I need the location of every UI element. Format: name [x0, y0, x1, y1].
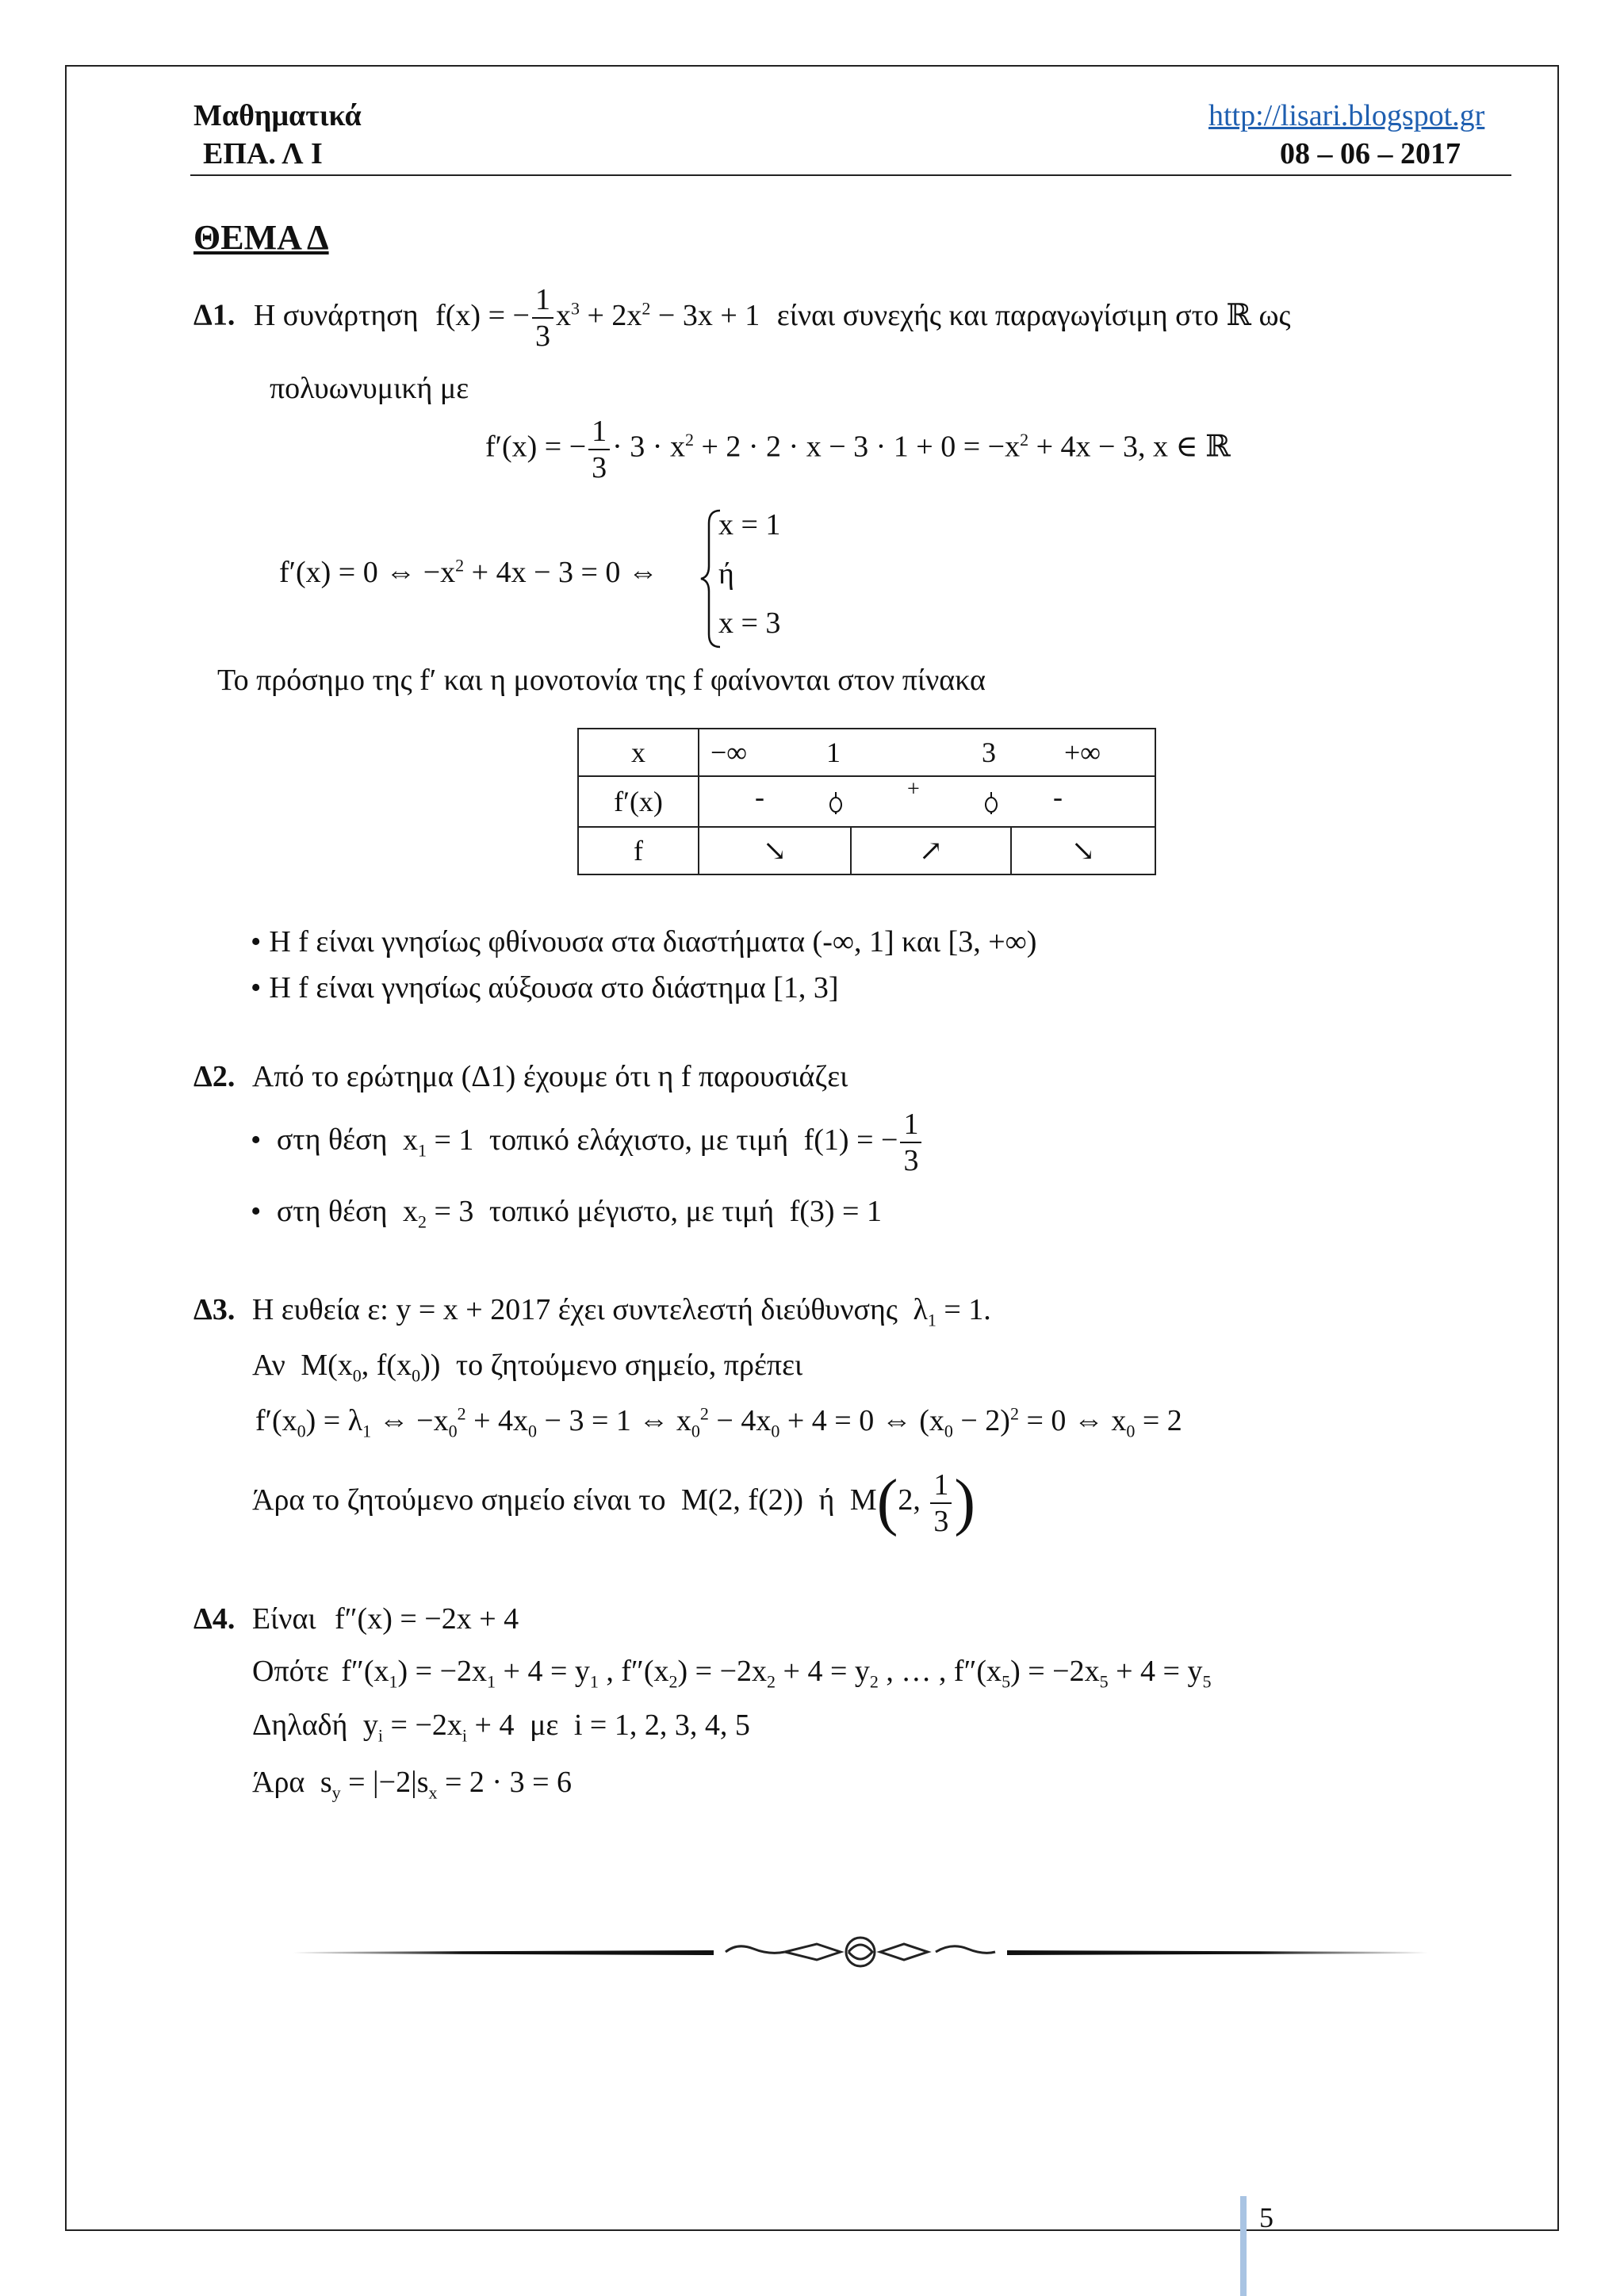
increasing-arrow-icon: ↗	[918, 835, 944, 867]
d4-l3-with: με	[529, 1709, 559, 1742]
d1-label: Δ1.	[193, 298, 236, 332]
d3-equation: $f'(x_0) = \lambda_1$ ⇔ $-x_0^2 + 4x_0 - 3 = 1$ ⇔ $x_0^2 - 4x_0 + 4 = 0$ ⇔ $(x_0 - 2)^2 = 0$ ⇔ $x_0 = 2$	[255, 1403, 1182, 1441]
d2-b1-text: στη θέση	[276, 1123, 388, 1157]
d3-label: Δ3.	[193, 1293, 236, 1326]
d1-tail: είναι συνεχής και παραγωγίσιμη στο ℝ ως	[776, 298, 1291, 332]
d4-l4-text: Άρα	[252, 1766, 305, 1799]
d4-line3	[252, 1708, 750, 1746]
zero-marker-icon	[828, 788, 844, 821]
fraction: $\frac{1}{3}$	[588, 414, 610, 485]
d2-bullet-min	[251, 1107, 924, 1178]
d3-line4-or: ή	[818, 1483, 835, 1517]
x-value-3: 3	[982, 737, 996, 768]
table-cell	[699, 729, 1155, 776]
root-or: ή	[718, 557, 734, 591]
d3-line4-text: Άρα το ζητούμενο σημείο είναι το	[252, 1483, 666, 1517]
fraction: $\frac{1}{3}$	[900, 1107, 921, 1178]
table-cell: f	[578, 827, 699, 874]
table-cell	[699, 827, 851, 874]
d1-intro: Η συνάρτηση	[253, 298, 419, 332]
table-row	[578, 827, 1155, 874]
d4-line1	[193, 1601, 519, 1636]
d3-slope: $\lambda_1 = 1$.	[913, 1293, 991, 1330]
table-row	[578, 776, 1155, 827]
table-row	[578, 729, 1155, 776]
d1-bullet-increasing: • Η f είναι γνησίως αύξουσα στο διάστημα [1, 3]	[251, 970, 839, 1005]
d1-derivative: f′(x) = − $\frac{1}{3}$ · $3 \cdot x^2 + 2 \cdot 2 \cdot x - 3 \cdot 1 + 0 = -x^2 + 4x - 3$, x ∈ ℝ	[485, 415, 1231, 484]
zero-marker-icon	[983, 788, 999, 821]
d3-intro: Η ευθεία ε: y = x + 2017 έχει συντελεστή διεύθυνσης	[251, 1293, 898, 1326]
d4-index: i = 1, 2, 3, 4, 5	[573, 1709, 750, 1742]
fraction: $\frac{1}{3}$	[930, 1468, 952, 1539]
table-cell	[851, 827, 1011, 874]
d4-l2-text: Οπότε	[252, 1655, 329, 1688]
d2-label: Δ2.	[193, 1060, 236, 1093]
d3-line1	[193, 1292, 991, 1330]
root-x3: x = 3	[718, 607, 781, 640]
d2-b2-x: $x_2 = 3$	[402, 1195, 474, 1232]
table-cell	[699, 776, 1155, 827]
d2-b1-x: $x_1 = 1$	[402, 1123, 474, 1161]
d3-line2-text: Αν	[252, 1349, 285, 1382]
sign-table	[577, 728, 1156, 875]
d4-relation: $y_i = -2x_i + 4$	[362, 1709, 515, 1746]
d2-intro: Από το ερώτημα (Δ1) έχουμε ότι η f παρουσιάζει	[251, 1060, 848, 1093]
d3-line2-desc: το ζητούμενο σημείο, πρέπει	[455, 1349, 803, 1382]
header-url-link[interactable]: http://lisari.blogspot.gr	[1208, 99, 1485, 132]
section-title: ΘΕΜΑ Δ	[193, 218, 329, 257]
table-cell	[1011, 827, 1155, 874]
d4-line4	[252, 1765, 573, 1803]
root-x1: x = 1	[718, 508, 781, 541]
d2-b1-value: f(1) = − $\frac{1}{3}$	[804, 1123, 925, 1157]
decreasing-arrow-icon: ↘	[1071, 835, 1096, 867]
d2-b2-desc: τοπικό μέγιστο, με τιμή	[488, 1195, 775, 1228]
decreasing-arrow-icon: ↘	[762, 835, 787, 867]
d4-values: $f''(x_1) = -2x_1 + 4 = y_1$ , $f''(x_2) = -2x_2 + 4 = y_2$ , … , $f''(x_5) = -2x_5 + 4 = y_5$	[341, 1655, 1212, 1692]
d1-root-equation: f′(x) = 0 ⇔ $-x^2 + 4x - 3 = 0$ ⇔	[279, 555, 658, 589]
d1-line1	[193, 282, 1291, 354]
d3-point: $M(x_0$, $f(x_0)$)	[301, 1349, 441, 1386]
d2-line1	[193, 1059, 848, 1094]
header-date: 08 – 06 – 2017	[1280, 137, 1461, 170]
d4-label: Δ4.	[193, 1602, 236, 1636]
page-number: 5	[1259, 2202, 1274, 2233]
d2-b2-text: στη θέση	[276, 1195, 388, 1228]
ornament-divider-icon	[293, 1920, 1427, 1984]
x-neg-inf: −∞	[710, 737, 747, 768]
d3-answer-point: M(2, f(2))	[680, 1483, 804, 1517]
d2-b2-value: f(3) = 1	[789, 1195, 882, 1228]
table-cell: f′(x)	[578, 776, 699, 827]
header-subject: Μαθηματικά	[193, 99, 362, 132]
d3-answer-coords: M(2, $\frac{1}{3}$ )	[849, 1468, 975, 1538]
d4-result: $s_y = |-2|s_x = 2 \cdot 3 = 6$	[320, 1766, 573, 1803]
d1-function: f(x) = − $\frac{1}{3}$ $x^3 + 2x^2 - 3x + 1$	[435, 283, 760, 353]
d3-line4	[252, 1467, 975, 1539]
sign-plus: +	[907, 777, 920, 802]
d2-bullet-max	[251, 1194, 882, 1232]
fraction: $\frac{1}{3}$	[532, 282, 553, 354]
d4-line2	[252, 1654, 1212, 1692]
page-number-bar	[1240, 2196, 1247, 2296]
table-cell: x	[578, 729, 699, 776]
d1-bullet-decreasing: • Η f είναι γνησίως φθίνουσα στα διαστήματα (-∞, 1] και [3, +∞)	[251, 924, 1036, 959]
header-rule	[190, 174, 1511, 176]
d4-l1-text: Είναι	[251, 1602, 316, 1636]
d3-line2	[252, 1348, 803, 1386]
x-pos-inf: +∞	[1064, 737, 1101, 768]
sign-minus: -	[755, 781, 764, 813]
d1-line2: πολυωνυμική με	[270, 372, 469, 405]
d4-second-derivative: f″(x) = −2x + 4	[335, 1602, 519, 1636]
d2-b1-desc: τοπικό ελάχιστο, με τιμή	[488, 1123, 789, 1157]
x-value-1: 1	[826, 737, 841, 768]
header-class: ΕΠΑ. Λ Ι	[203, 137, 323, 170]
d4-l3-text: Δηλαδή	[252, 1709, 348, 1742]
d1-sign-intro: Το πρόσημο της f′ και η μονοτονία της f φαίνονται στον πίνακα	[217, 664, 986, 697]
sign-minus: -	[1053, 781, 1063, 813]
